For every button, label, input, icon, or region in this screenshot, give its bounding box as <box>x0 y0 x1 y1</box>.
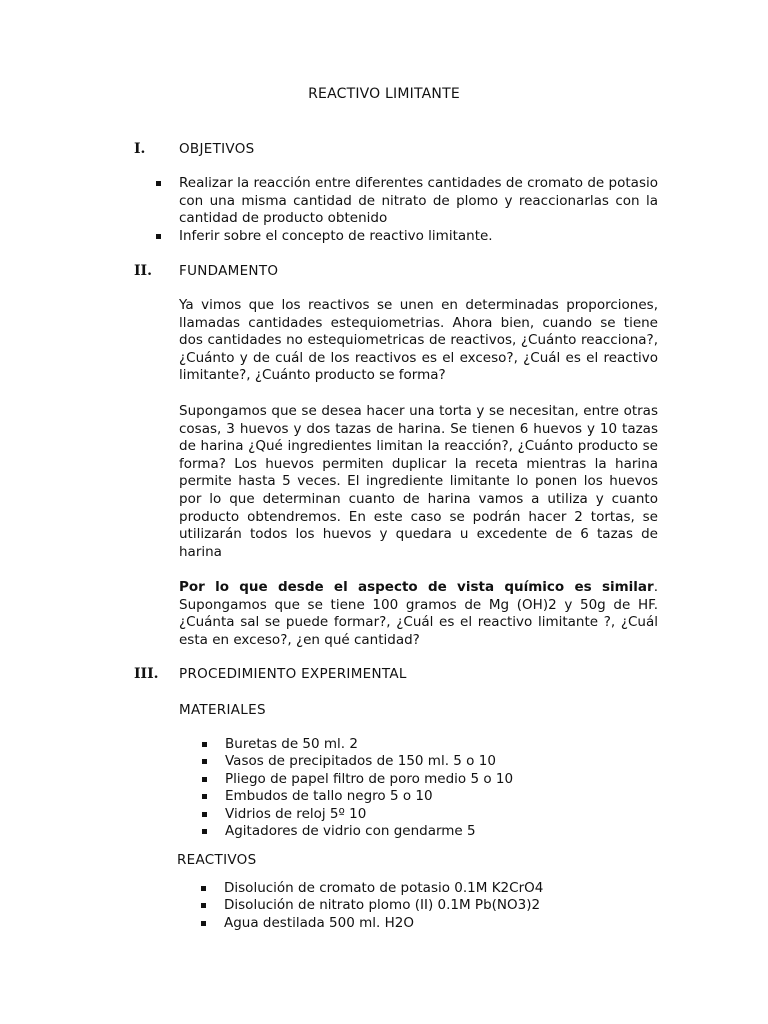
list-item: Disolución de cromato de potasio 0.1M K2CrO4 <box>200 880 630 897</box>
bullet-icon <box>202 742 207 747</box>
fundamento-paragraph-3 <box>179 579 658 649</box>
bullet-icon <box>202 759 207 764</box>
list-item: Disolución de nitrato plomo (II) 0.1M Pb(NO3)2 <box>200 897 630 914</box>
bullet-icon <box>201 921 206 926</box>
reactivos-list <box>200 880 630 932</box>
list-item: Agua destilada 500 ml. H2O <box>200 915 630 932</box>
list-item: Vidrios de reloj 5º 10 <box>201 806 621 823</box>
list-item: Vasos de precipitados de 150 ml. 5 o 10 <box>201 753 621 770</box>
materiales-heading: MATERIALES <box>179 702 266 718</box>
bullet-icon <box>201 886 206 891</box>
list-item: Realizar la reacción entre diferentes cantidades de cromato de potasio con una misma cantidad de nitrato de plomo y reaccionarlas con la cantidad de producto obtenido <box>153 175 658 228</box>
fundamento-paragraph-3-bold: Por lo que desde el aspecto de vista químico es similar <box>179 579 654 595</box>
bullet-icon <box>202 777 207 782</box>
document-title: REACTIVO LIMITANTE <box>308 86 460 102</box>
list-item: Buretas de 50 ml. 2 <box>201 736 621 753</box>
section-number-objetivos: I. <box>134 141 146 157</box>
section-number-procedimiento: III. <box>134 666 159 682</box>
reactivos-heading: REACTIVOS <box>177 852 257 868</box>
list-item: Pliego de papel filtro de poro medio 5 o 10 <box>201 771 621 788</box>
list-item: Agitadores de vidrio con gendarme 5 <box>201 823 621 840</box>
section-title-objetivos: OBJETIVOS <box>179 141 255 157</box>
bullet-icon <box>156 181 161 186</box>
bullet-icon <box>156 234 161 239</box>
objetivos-list <box>153 175 658 245</box>
fundamento-paragraph-3-rest: . Supongamos que se tiene 100 gramos de Mg (OH)2 y 50g de HF. ¿Cuánta sal se puede formar?, ¿Cuál es el reactivo limitante ?, ¿Cuál esta en exceso?, ¿en qué cantidad? <box>179 579 658 648</box>
bullet-icon <box>202 829 207 834</box>
bullet-icon <box>201 903 206 908</box>
materiales-list <box>201 736 621 840</box>
bullet-icon <box>202 812 207 817</box>
section-number-fundamento: II. <box>134 263 152 279</box>
section-title-procedimiento: PROCEDIMIENTO EXPERIMENTAL <box>179 666 407 682</box>
bullet-icon <box>202 794 207 799</box>
list-item: Embudos de tallo negro 5 o 10 <box>201 788 621 805</box>
fundamento-paragraph-1: Ya vimos que los reactivos se unen en determinadas proporciones, llamadas cantidades estequiometrias. Ahora bien, cuando se tiene dos cantidades no estequiometricas de reactivos, ¿Cuánto reacciona?, ¿Cuánto y de cuál de los reactivos es el exceso?, ¿Cuál es el reactivo limitante?, ¿Cuánto producto se forma? <box>179 297 658 384</box>
list-item: Inferir sobre el concepto de reactivo limitante. <box>153 228 658 246</box>
fundamento-paragraph-2: Supongamos que se desea hacer una torta y se necesitan, entre otras cosas, 3 huevos y dos tazas de harina. Se tienen 6 huevos y 10 tazas de harina ¿Qué ingredientes limitan la reacción?, ¿Cuánto producto se forma? Los huevos permiten duplicar la receta mientras la harina permite hasta 5 veces. El ingrediente limitante lo ponen los huevos por lo que determinan cuanto de harina vamos a utiliza y cuanto producto obtendremos. En este caso se podrán hacer 2 tortas, se utilizarán todos los huevos y quedara u excedente de 6 tazas de harina <box>179 403 658 560</box>
section-title-fundamento: FUNDAMENTO <box>179 263 279 279</box>
